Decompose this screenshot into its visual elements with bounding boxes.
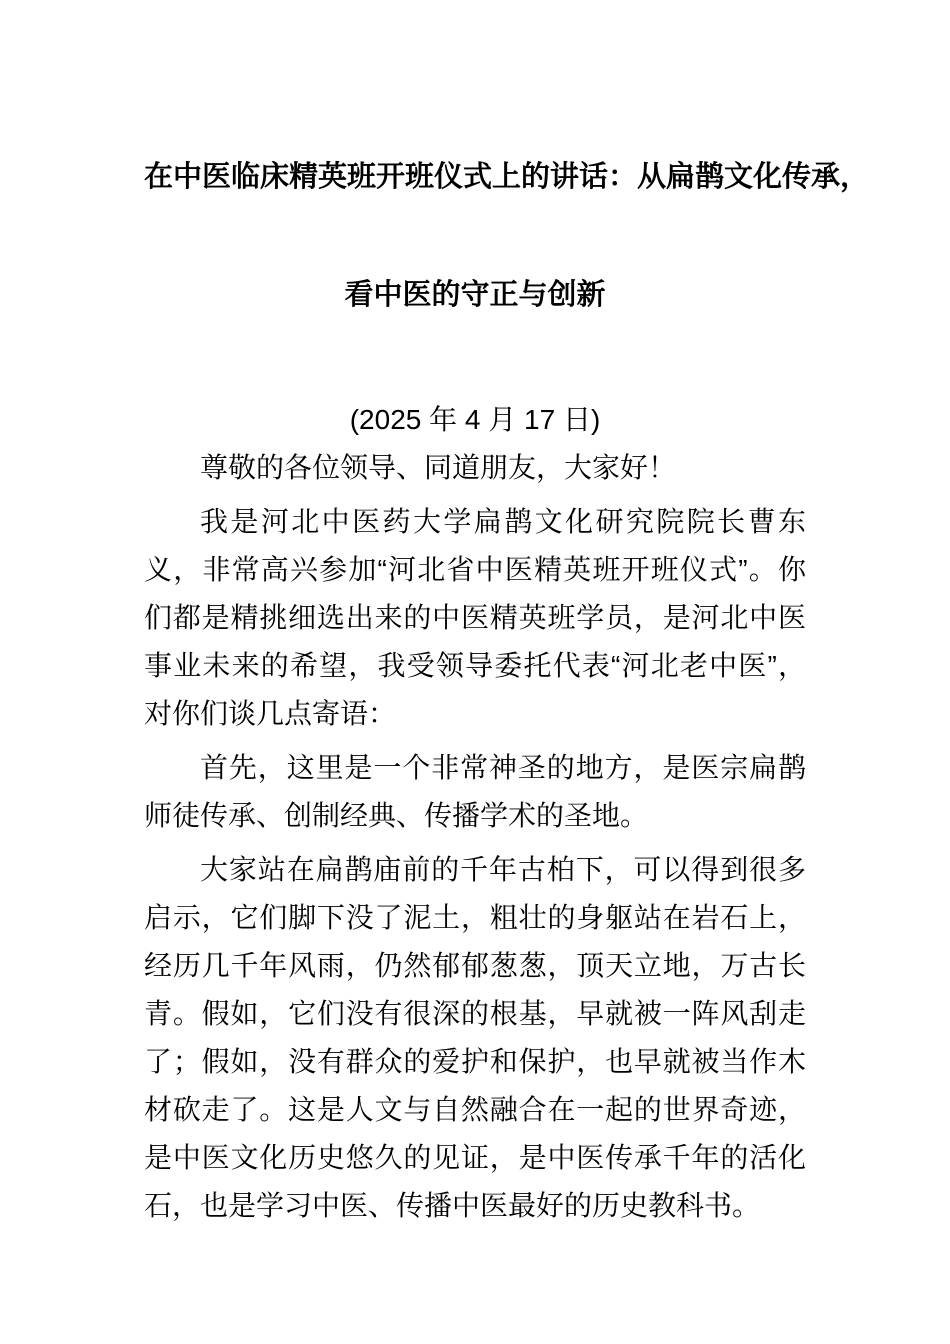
paragraph-greeting: 尊敬的各位领导、同道朋友，大家好！ bbox=[200, 452, 677, 483]
paragraph-ancient-cypress: 大家站在扁鹊庙前的千年古柏下，可以得到很多启示，它们脚下没了泥土，粗壮的身躯站在岩石上，经历几千年风雨，仍然郁郁葱葱，顶天立地，万古长青。假如，它们没有很深的根基，早就被一阵风刮走了；假如，没有群众的爱护和保护，也早就被当作木材砍走了。这是人文与自然融合在一起的世界奇迹，是中医文化历史悠久的见证，是中医传承千年的活化石，也是学习中医、传播中医最好的历史教科书。 bbox=[144, 854, 806, 1221]
document-title bbox=[144, 118, 870, 354]
document-date: (2025 年 4 月 17 日) bbox=[349, 404, 601, 435]
paragraph-sacred-place: 首先，这里是一个非常神圣的地方，是医宗扁鹊师徒传承、创制经典、传播学术的圣地。 bbox=[144, 752, 806, 831]
title-line-2: 看中医的守正与创新 bbox=[344, 279, 606, 311]
document-content bbox=[0, 118, 950, 1230]
title-line-1: 在中医临床精英班开班仪式上的讲话：从扁鹊文化传承， bbox=[144, 161, 870, 193]
paragraph-self-introduction: 我是河北中医药大学扁鹊文化研究院院长曹东义，非常高兴参加“河北省中医精英班开班仪式”。你们都是精挑细选出来的中医精英班学员，是河北中医事业未来的希望，我受领导委托代表“河北老中医”，对你们谈几点寄语： bbox=[144, 506, 806, 729]
